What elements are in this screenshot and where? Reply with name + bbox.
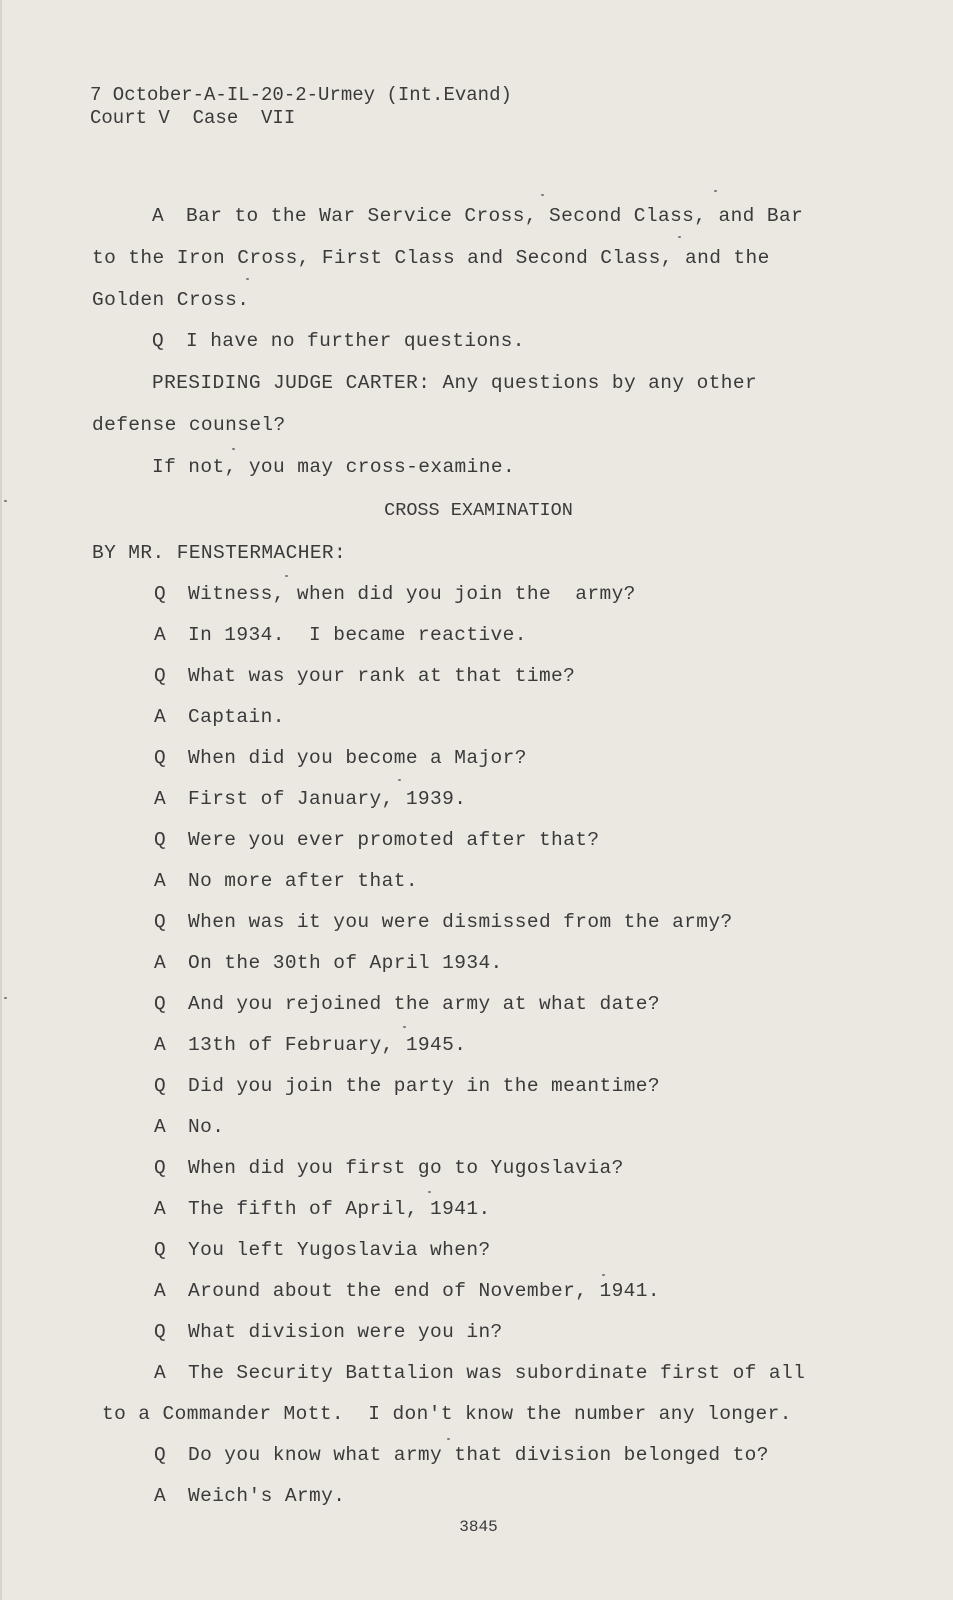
answer-line [152, 205, 803, 227]
answer-label: A [152, 205, 165, 227]
question-label: Q [154, 829, 167, 851]
ink-speck [678, 236, 681, 238]
header-line-1: 7 October-A-IL-20-2-Urmey (Int.Evand) [90, 84, 512, 106]
question-label: Q [154, 665, 167, 687]
ink-speck [232, 448, 235, 450]
answer-line [154, 1485, 345, 1507]
answer-label: A [154, 624, 167, 646]
question-line [154, 911, 733, 933]
question-text: Witness, when did you join the army? [188, 583, 636, 605]
answer-text: No. [188, 1116, 225, 1138]
answer-text: Bar to the War Service Cross, Second Class, and Bar [186, 205, 804, 227]
continuation-line [92, 247, 770, 269]
question-label: Q [154, 1321, 167, 1343]
page-number: 3845 [459, 1518, 498, 1536]
question-line [154, 747, 527, 769]
ink-speck [714, 190, 717, 192]
judge-statement [152, 456, 515, 478]
answer-line [154, 1034, 466, 1056]
question-label: Q [154, 1239, 167, 1261]
ink-speck [541, 194, 544, 196]
judge-statement-text: If not, you may cross-examine. [152, 456, 516, 478]
section-heading: CROSS EXAMINATION [384, 500, 573, 521]
ink-speck [398, 779, 401, 781]
answer-label: A [154, 1362, 167, 1384]
question-text: Did you join the party in the meantime? [188, 1075, 660, 1097]
question-text: I have no further questions. [186, 330, 525, 352]
examiner-line [92, 542, 346, 564]
question-line [154, 665, 575, 687]
question-label: Q [154, 747, 167, 769]
ink-speck [602, 1274, 605, 1276]
question-label: Q [154, 993, 167, 1015]
question-line [152, 330, 525, 352]
question-text: When did you first go to Yugoslavia? [188, 1157, 624, 1179]
question-line [154, 1239, 491, 1261]
header-line-2: Court V Case VII [90, 107, 296, 129]
question-text: Do you know what army that division belonged to? [188, 1444, 769, 1466]
question-line [154, 993, 660, 1015]
ink-speck [4, 500, 7, 502]
ink-speck [447, 1438, 450, 1440]
continuation-text: Golden Cross. [92, 289, 250, 311]
question-label: Q [154, 1157, 167, 1179]
ink-speck [246, 278, 249, 280]
question-text: Were you ever promoted after that? [188, 829, 600, 851]
answer-line [154, 1116, 224, 1138]
answer-label: A [154, 952, 167, 974]
answer-label: A [154, 1280, 167, 1302]
answer-label: A [154, 1485, 167, 1507]
document-header [90, 84, 512, 130]
answer-text: Weich's Army. [188, 1485, 346, 1507]
continuation-line [92, 289, 249, 311]
answer-line [154, 624, 527, 646]
continuation-text: defense counsel? [92, 414, 286, 436]
answer-text: Captain. [188, 706, 285, 728]
question-line [154, 1075, 660, 1097]
examiner-text: BY MR. FENSTERMACHER: [92, 542, 347, 564]
ink-speck [4, 997, 7, 999]
question-line [154, 583, 636, 605]
ink-speck [428, 1191, 431, 1193]
question-label: Q [154, 911, 167, 933]
question-text: When did you become a Major? [188, 747, 527, 769]
answer-label: A [154, 706, 167, 728]
question-label: Q [154, 1444, 167, 1466]
answer-line [154, 1280, 660, 1302]
answer-text: In 1934. I became reactive. [188, 624, 527, 646]
answer-label: A [154, 788, 167, 810]
answer-line [154, 1198, 491, 1220]
answer-label: A [154, 870, 167, 892]
answer-text: 13th of February, 1945. [188, 1034, 467, 1056]
judge-statement-text: PRESIDING JUDGE CARTER: Any questions by any other [152, 372, 758, 394]
continuation-line [92, 414, 286, 436]
answer-line [154, 1362, 805, 1384]
question-label: Q [154, 583, 167, 605]
answer-text: The Security Battalion was subordinate first of all [188, 1362, 806, 1384]
answer-text: On the 30th of April 1934. [188, 952, 503, 974]
question-text: What division were you in? [188, 1321, 503, 1343]
question-text: When was it you were dismissed from the army? [188, 911, 733, 933]
continuation-text: to the Iron Cross, First Class and Second Class, and the [92, 247, 770, 269]
continuation-line [102, 1403, 792, 1425]
judge-statement [152, 372, 757, 394]
question-line [154, 1444, 769, 1466]
question-line [154, 1157, 624, 1179]
ink-speck [285, 575, 288, 577]
answer-label: A [154, 1198, 167, 1220]
question-line [154, 829, 599, 851]
answer-line [154, 870, 418, 892]
question-line [154, 1321, 503, 1343]
answer-text: First of January, 1939. [188, 788, 467, 810]
question-label: Q [154, 1075, 167, 1097]
question-text: What was your rank at that time? [188, 665, 576, 687]
ink-speck [403, 1026, 406, 1028]
answer-text: The fifth of April, 1941. [188, 1198, 491, 1220]
answer-label: A [154, 1116, 167, 1138]
continuation-text: to a Commander Mott. I don't know the number any longer. [102, 1403, 792, 1425]
answer-text: Around about the end of November, 1941. [188, 1280, 660, 1302]
answer-label: A [154, 1034, 167, 1056]
question-label: Q [152, 330, 165, 352]
question-text: And you rejoined the army at what date? [188, 993, 660, 1015]
answer-text: No more after that. [188, 870, 418, 892]
question-text: You left Yugoslavia when? [188, 1239, 491, 1261]
answer-line [154, 706, 285, 728]
answer-line [154, 952, 503, 974]
answer-line [154, 788, 466, 810]
